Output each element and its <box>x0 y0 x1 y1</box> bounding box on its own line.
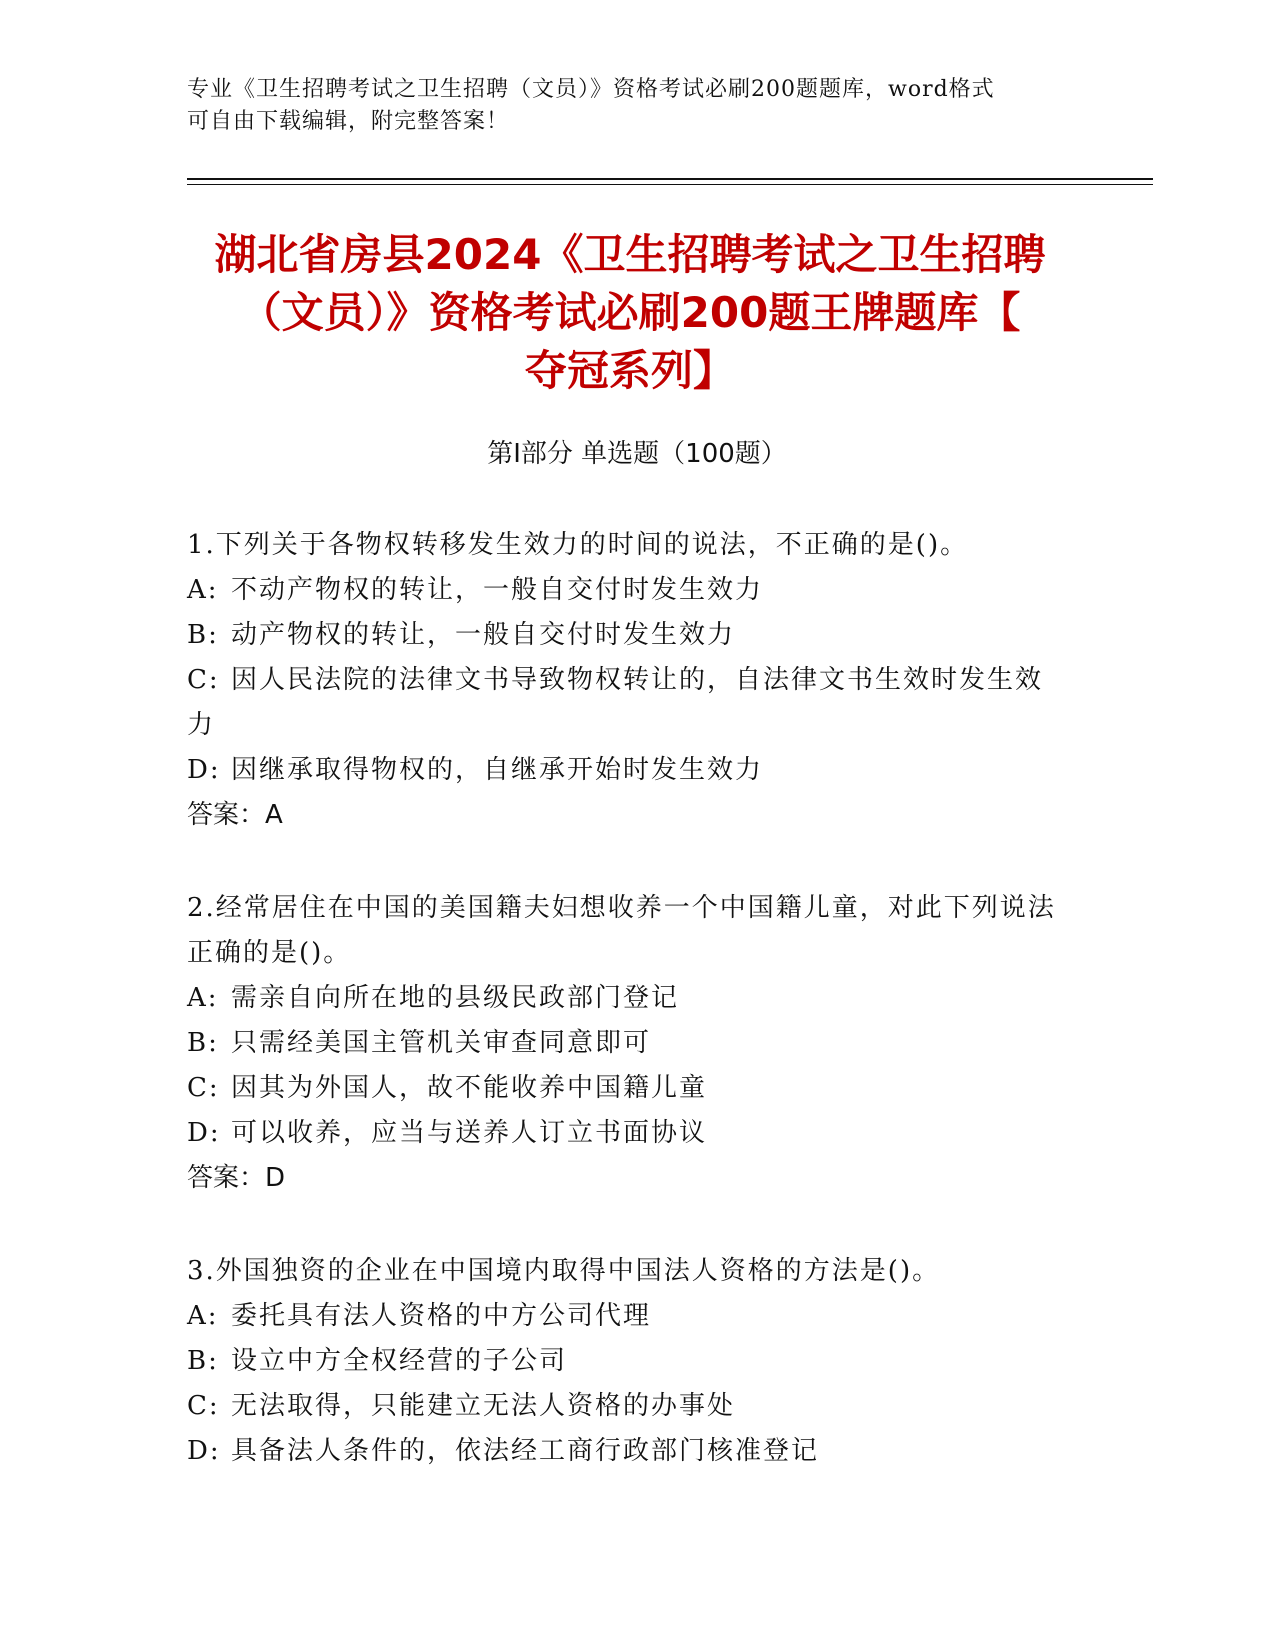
option-b <box>187 1021 1067 1066</box>
question-stem: 1.下列关于各物权转移发生效力的时间的说法，不正确的是()。 <box>187 530 969 560</box>
question-stem: 3.外国独资的企业在中国境内取得中国法人资格的方法是()。 <box>187 1256 941 1286</box>
option-letter: B: <box>187 620 219 650</box>
answer-line: 答案：D <box>187 1163 286 1193</box>
option-d <box>187 748 1067 793</box>
option-text: 需亲自向所在地的县级民政部门登记 <box>231 983 680 1013</box>
header-note-line2: 可自由下载编辑，附完整答案！ <box>187 109 510 134</box>
option-b <box>187 613 1067 658</box>
option-d <box>187 1429 1067 1474</box>
title-line3: 夺冠系列】 <box>524 346 735 395</box>
option-text: 因其为外国人，故不能收养中国籍儿童 <box>231 1073 708 1103</box>
option-a <box>187 568 1067 613</box>
option-text: 无法取得，只能建立无法人资格的办事处 <box>231 1391 736 1421</box>
question-stem: 2.经常居住在中国的美国籍夫妇想收养一个中国籍儿童，对此下列说法正确的是()。 <box>187 893 1056 968</box>
option-letter: C: <box>187 1391 220 1421</box>
option-letter: A: <box>187 1301 219 1331</box>
header-note-line1: 专业《卫生招聘考试之卫生招聘（文员）》资格考试必刷200题题库，word格式 <box>187 77 995 102</box>
option-letter: A: <box>187 983 219 1013</box>
section-title: 第Ⅰ部分 单选题（100题） <box>487 439 787 469</box>
question-3 <box>187 1249 1067 1474</box>
option-letter: D: <box>187 1436 221 1466</box>
option-letter: C: <box>187 1073 220 1103</box>
title-line2: （文员）》资格考试必刷200题王牌题库【 <box>239 288 1021 337</box>
option-text: 因人民法院的法律文书导致物权转让的，自法律文书生效时发生效力 <box>187 665 1044 740</box>
option-text: 只需经美国主管机关审查同意即可 <box>231 1028 652 1058</box>
option-text: 委托具有法人资格的中方公司代理 <box>231 1301 652 1331</box>
question-2 <box>187 886 1067 1201</box>
answer-line: 答案：A <box>187 800 283 830</box>
option-text: 因继承取得物权的，自继承开始时发生效力 <box>231 755 764 785</box>
option-a <box>187 976 1067 1021</box>
header-rule-thick <box>187 178 1153 180</box>
option-d <box>187 1111 1067 1156</box>
option-c <box>187 1066 1067 1111</box>
option-text: 不动产物权的转让，一般自交付时发生效力 <box>231 575 764 605</box>
option-letter: B: <box>187 1346 219 1376</box>
option-c <box>187 658 1067 748</box>
title-line1: 湖北省房县2024《卫生招聘考试之卫生招聘 <box>214 230 1046 279</box>
question-1 <box>187 523 1067 838</box>
option-letter: C: <box>187 665 220 695</box>
document-title <box>180 226 1080 400</box>
option-text: 设立中方全权经营的子公司 <box>231 1346 568 1376</box>
option-text: 动产物权的转让，一般自交付时发生效力 <box>231 620 736 650</box>
option-c <box>187 1384 1067 1429</box>
option-text: 可以收养，应当与送养人订立书面协议 <box>231 1118 708 1148</box>
header-note <box>187 74 1067 138</box>
option-letter: B: <box>187 1028 219 1058</box>
option-b <box>187 1339 1067 1384</box>
option-text: 具备法人条件的，依法经工商行政部门核准登记 <box>231 1436 820 1466</box>
option-letter: D: <box>187 755 221 785</box>
option-a <box>187 1294 1067 1339</box>
option-letter: A: <box>187 575 219 605</box>
header-rule-thin <box>187 184 1153 185</box>
option-letter: D: <box>187 1118 221 1148</box>
